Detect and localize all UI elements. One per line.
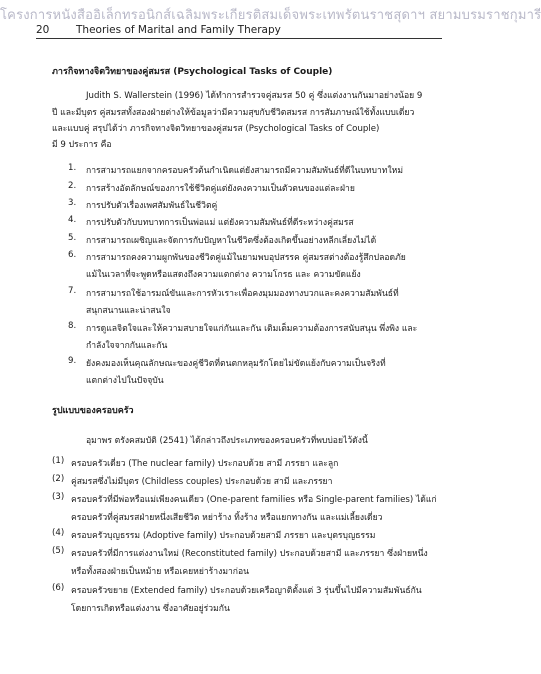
list-item-number: 9. (68, 356, 77, 366)
list-item-continuation: สนุกสนานและน่าสนใจ (86, 306, 171, 316)
list-item-continuation: แตกต่างไปในปัจจุบัน (86, 376, 164, 386)
section2-intro: อุมาพร ตรังคสมบัติ (2541) ได้กล่าวถึงประเภทของครอบครัวที่พบบ่อยไว้ดังนี้ (86, 436, 368, 446)
family-type-text: ครอบครัวเดี่ยว (The nuclear family) ประกอบด้วย สามี ภรรยา และลูก (71, 459, 339, 469)
family-type-text: ครอบครัวที่มีการแต่งงานใหม่ (Reconstituted family) ประกอบด้วยสามี และภรรยา ซึ่งฝ่ายหนึ่ง (71, 549, 428, 559)
page-number: 20 (36, 24, 50, 36)
list-item-text: การปรับตัวเรื่องเพศสัมพันธ์ในชีวิตคู่ (86, 201, 218, 211)
list-item-number: 3. (68, 198, 77, 208)
family-type-continuation: โดยการเกิดหรือแต่งงาน ซึ่งอาศัยอยู่ร่วมกัน (71, 604, 230, 614)
list-item-text: การดูแลจิตใจและให้ความสบายใจแก่กันและกัน เติมเต็มความต้องการสนับสนุน พึ่งพิง และ (86, 324, 418, 334)
family-type-text: ครอบครัวขยาย (Extended family) ประกอบด้วยเครือญาติตั้งแต่ 3 รุ่นขึ้นไปมีความสัมพันธ์กัน (71, 586, 422, 596)
intro-line: ปี และมีบุตร คู่สมรสทั้งสองฝ่ายต่างให้ข้อมูลว่ามีความสุขกับชีวิตสมรส การสัมภาษณ์ใช้ทั้งแบบเดี่ยว (52, 108, 415, 118)
list-item-number: 1. (68, 163, 77, 173)
list-item-text: การสามารถเผชิญและจัดการกับปัญหาในชีวิตซึ่งต้องเกิดขึ้นอย่างหลีกเลี่ยงไม่ได้ (86, 236, 377, 246)
family-type-continuation: ครอบครัวที่คู่สมรสฝ่ายหนึ่งเสียชีวิต หย่าร้าง ทิ้งร้าง หรือแยกทางกัน และแม่เลี้ยงเดี่ยว (71, 513, 383, 523)
list-item-text: ยังคงมองเห็นคุณลักษณะของคู่ชีวิตที่ตนตกหลุมรักโดยไม่ขัดแย้งกับความเป็นจริงที่ (86, 359, 386, 369)
list-item-text: การสามารถคงความผูกพันของชีวิตคู่แม้ในยามพบอุปสรรค คู่สมรสต่างต้องรู้สึกปลอดภัย (86, 253, 406, 263)
list-item-continuation: กำลังใจจากกันและกัน (86, 341, 168, 351)
list-item-number: 2. (68, 181, 77, 191)
family-type-number: (2) (52, 474, 65, 484)
intro-line: Judith S. Wallerstein (1996) ได้ทำการสำรวจคู่สมรส 50 คู่ ซึ่งแต่งงานกันมาอย่างน้อย 9 (86, 91, 423, 101)
family-type-text: คู่สมรสซึ่งไม่มีบุตร (Childless couples) ประกอบด้วย สามี และภรรยา (71, 477, 333, 487)
intro-line: มี 9 ประการ คือ (52, 140, 112, 150)
list-item-number: 5. (68, 233, 77, 243)
header-rule (36, 38, 442, 39)
watermark-text: โครงการหนังสืออิเล็กทรอนิกส์เฉลิมพระเกียรติสมเด็จพระเทพรัตนราชสุดาฯ สยามบรมราชกุมารี (0, 8, 541, 23)
list-item-number: 4. (68, 215, 77, 225)
family-type-continuation: หรือทั้งสองฝ่ายเป็นหม้าย หรือเคยหย่าร้างมาก่อน (71, 567, 250, 577)
list-item-number: 8. (68, 321, 77, 331)
list-item-text: การสร้างอัตลักษณ์ของการใช้ชีวิตคู่แต่ยังคงความเป็นตัวตนของแต่ละฝ่าย (86, 184, 355, 194)
family-type-text: ครอบครัวบุญธรรม (Adoptive family) ประกอบด้วยสามี ภรรยา และบุตรบุญธรรม (71, 531, 376, 541)
section-heading-psychological-tasks: ภารกิจทางจิตวิทยาของคู่สมรส (Psychological Tasks of Couple) (52, 67, 333, 77)
family-type-number: (5) (52, 546, 65, 556)
running-title: Theories of Marital and Family Therapy (76, 24, 281, 36)
intro-line: และแบบคู่ สรุปได้ว่า ภารกิจทางจิตวิทยาของคู่สมรส (Psychological Tasks of Couple) (52, 124, 380, 134)
list-item-text: การสามารถใช้อารมณ์ขันและการหัวเราะเพื่อคงมุมมองทางบวกและคงความสัมพันธ์ที่ (86, 289, 399, 299)
list-item-number: 7. (68, 286, 77, 296)
list-item-number: 6. (68, 250, 77, 260)
list-item-text: การสามารถแยกจากครอบครัวต้นกำเนิดแต่ยังสามารถมีความสัมพันธ์ที่ดีในบทบาทใหม่ (86, 166, 403, 176)
family-type-number: (4) (52, 528, 65, 538)
list-item-text: การปรับตัวกับบทบาทการเป็นพ่อแม่ แต่ยังความสัมพันธ์ที่ดีระหว่างคู่สมรส (86, 218, 354, 228)
list-item-continuation: แม้ในเวลาที่จะพูดหรือแสดงถึงความแตกต่าง ความโกรธ และ ความขัดแย้ง (86, 270, 361, 280)
section-heading-family-types: รูปแบบของครอบครัว (52, 406, 134, 416)
family-type-text: ครอบครัวที่มีพ่อหรือแม่เพียงคนเดียว (One-parent families หรือ Single-parent families) ได้แก่ (71, 495, 437, 505)
family-type-number: (6) (52, 583, 65, 593)
family-type-number: (1) (52, 456, 65, 466)
family-type-number: (3) (52, 492, 65, 502)
page-header (36, 24, 281, 36)
